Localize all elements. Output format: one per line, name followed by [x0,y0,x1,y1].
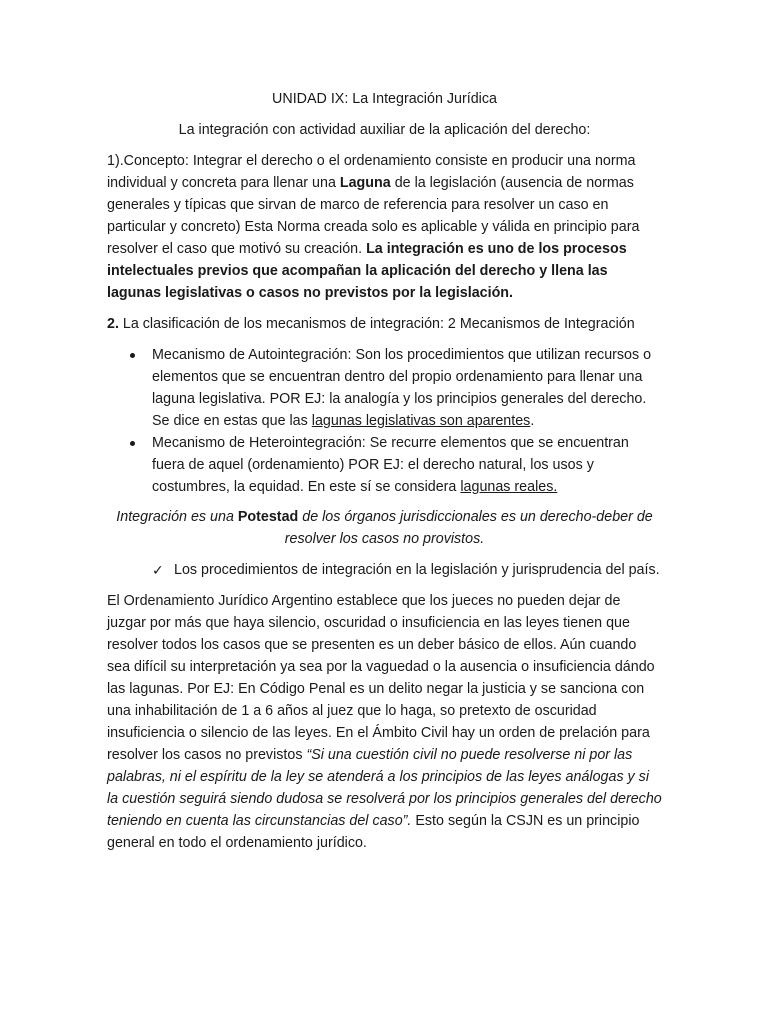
list-item-autointegracion [107,344,662,432]
closing-paragraph [107,590,662,854]
concept-text-1: 1).Concepto: Integrar el derecho o el ordenamiento consiste en producir una norma individual y concreta para llenar una [107,153,636,191]
list-item-text: Mecanismo de Heterointegración: Se recurre elementos que se encuentran fuera de aquel (ordenamiento) POR EJ: el derecho natural, los usos y costumbres, la equidad. En este sí se considera [152,435,629,495]
classification-paragraph [107,313,662,335]
classification-number: 2. [107,316,119,332]
check-item-text: Los procedimientos de integración en la legislación y jurisprudencia del país. [174,562,660,578]
list-item-text: Mecanismo de Autointegración: Son los procedimientos que utilizan recursos o elementos que se encuentran dentro del propio ordenamiento para llenar una laguna legislativa. POR EJ: la analogía y los principios generales del derecho. Se dice en estas que las [152,347,652,429]
document-body [107,88,662,863]
checkmark-icon: ✓ [152,562,164,578]
concept-paragraph [107,150,662,304]
potestad-quote [107,506,662,550]
page-title: UNIDAD IX: La Integración Jurídica [272,91,497,107]
bullet-icon [130,353,135,358]
list-item-underline: lagunas legislativas son aparentes [311,413,531,429]
concept-bold-summary: La integración es uno de los procesos intelectuales previos que acompañan la aplicación del derecho y llena las lagunas legislativas o casos no previstos por la legislación. [107,241,627,301]
closing-text-2: Esto según la CSJN es un principio general en todo el ordenamiento jurídico. [107,813,640,851]
list-item-heterointegracion [107,432,662,498]
check-list-item [107,559,662,581]
list-item-end: . [530,413,535,429]
mechanisms-list [107,344,662,498]
quote-bold-potestad: Potestad [237,509,299,525]
concept-text-2: de la legislación (ausencia de normas generales y típicas que sirvan de marco de referencia para resolver un caso en particular y concreto) Esta Norma creada solo es aplicable y válida en principio para resolver el caso que motivó su creación. [107,175,640,257]
quote-text-2: de los órganos jurisdiccionales es un derecho-deber de resolver los casos no provistos. [284,509,653,547]
page-subtitle: La integración con actividad auxiliar de la aplicación del derecho: [178,122,591,138]
closing-italic-quote: “Si una cuestión civil no puede resolverse ni por las palabras, ni el espíritu de la ley se atenderá a los principios de las leyes análogas y si la cuestión seguirá siendo dudosa se resolverá por los principios generales del derecho teniendo en cuenta las circunstancias del caso”. [107,747,662,829]
quote-text-1: Integración es una [116,509,238,525]
classification-text: La clasificación de los mecanismos de integración: 2 Mecanismos de Integración [118,316,635,332]
closing-text-1: El Ordenamiento Jurídico Argentino establece que los jueces no pueden dejar de juzgar por más que haya silencio, oscuridad o insuficiencia en las leyes tienen que resolver todos los casos que se presenten es un deber básico de ellos. Aún cuando sea difícil su interpretación ya sea por la vaguedad o la ausencia o insuficiencia dándo las lagunas. Por EJ: En Código Penal es un delito negar la justicia y se sanciona con una inhabilitación de 1 a 6 años al juez que lo haga, so pretexto de oscuridad insuficiencia o silencio de las leyes. En el Ámbito Civil hay un orden de prelación para resolver los casos no previstos [107,593,655,763]
concept-bold-laguna: Laguna [339,175,391,191]
bullet-icon [130,441,135,446]
list-item-underline: lagunas reales. [460,479,558,495]
